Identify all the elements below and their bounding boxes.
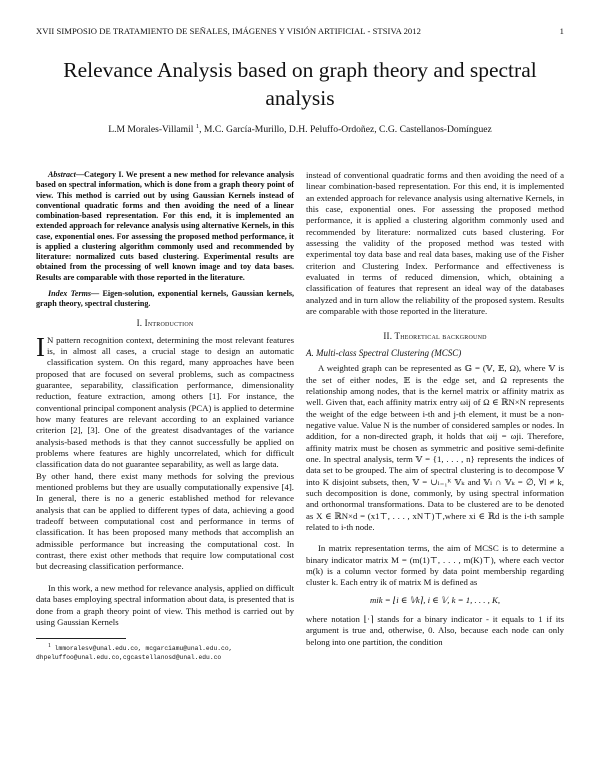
- index-terms-lead: Index Terms: [48, 288, 92, 298]
- running-title: XVII SIMPOSIO DE TRATAMIENTO DE SEÑALES, IMÁGENES Y VISIÓN ARTIFICIAL - STSIVA 2012: [36, 26, 421, 36]
- footnote-rule: [36, 638, 126, 639]
- author-list: [30, 123, 570, 135]
- intro-paragraph-1-text: N pattern recognition context, determining the most relevant features is, in almost all cases, a crucial stage to design an automatic classification system. On this regard, many approaches have been proposed that are focused on several problems, such as compactness guarantee, separability, classification performance, dimensionality reduction, feature extraction, among others [1]. For instance, the conventional principal component analysis (PCA) is applied to determine how many features are relevant according to an explained variance criterion [2], [3]. One of the greatest disadvantages of the variance analysis-based methods is that they cannot successfully be applied on problems where features are highly uncorrelated, which for difficult classification data do not guarantee separability, as well as large data.: [36, 334, 294, 470]
- footnote-mark: 1: [48, 643, 51, 650]
- paper-title: Relevance Analysis based on graph theory and spectral analysis: [63, 58, 537, 110]
- right-column: [306, 170, 564, 648]
- intro-paragraph-3: In this work, a new method for relevance analysis, applied on difficult data bases employing spectral information about data, is presented that is done from a graph theory point of view. This method is carried out by using Gaussian Kernels: [36, 582, 294, 627]
- footnote-emails: [36, 642, 294, 662]
- abstract: [36, 170, 294, 283]
- running-header: [36, 26, 564, 38]
- subsection-heading-mcsc: A. Multi-class Spectral Clustering (MCSC): [306, 347, 462, 358]
- section-heading-introduction: I. Introduction: [136, 318, 194, 329]
- intro-paragraph-1: [36, 331, 294, 471]
- intro-paragraph-2: By other hand, there exist many methods for solving the previous mentioned problems but they are usually computationally expensive [4]. In general, there is no a generic established method for relevance analysis that can be applied to different types of data, achieving a good tradeoff between computational cost and performance in terms of classification. It has been proposed many methods that accomplish an admissible performance but increasing the computational cost. In contrast, there exist other methods that require low computational cost but decreasing classification performance.: [36, 470, 294, 572]
- author-footnote-mark: 1: [195, 123, 200, 130]
- intro-continuation: instead of conventional quadratic forms and then avoiding the need of a linear combination-based representation. For this end, it is implemented an extended approach for relevance analysis using alternative Kernels, in this case, exponential ones. For assessing the proposed method performance, it is applied a clustering algorithm commonly used and recommended by literature: normalized cuts based clustering. For assessing the validity of the proposed method was tested with experimental toy data base and real data bases, making use of the Fisher criterion and Clustering Index. Performance and effectiveness is evaluated in terms of reduced dimension, which, obtaining a classification of features that represent an ideal way of the databases analyzed and in turn allow the reliability of the proposed system. Results are comparable with those reported in the literature.: [306, 170, 564, 317]
- index-terms: [36, 289, 294, 310]
- section-heading-theoretical-background: II. Theoretical background: [383, 331, 487, 342]
- drop-cap: I: [36, 331, 45, 362]
- other-authors: , M.C. García-Murillo, D.H. Peluffo-Ordoñez, C.G. Castellanos-Domínguez: [199, 124, 492, 136]
- page-number: 1: [559, 26, 564, 36]
- abstract-text: —Category I. We present a new method for relevance analysis based on spectral information, which is done from a graph theory point of view. This method is carried out by using Gaussian Kernels instead of conventional quadratic forms and then avoiding the need of a linear combination-based representation. For this end, it is implemented an extended approach for relevance analysis using alternative Kernels, in this case, exponential ones. For assessing the proposed method performance, it is applied a clustering algorithm commonly used and recommended by literature: normalized cuts based clustering. Experimental results are obtained from the processing of well known image and toy data bases. Results are comparable with those reported in the literature.: [36, 170, 294, 282]
- footnote-line-1: lmmoralesv@unal.edu.co, mcgarciamu@unal.edu.co,: [54, 645, 233, 653]
- mcsc-paragraph-3: where notation ⌊·⌉ stands for a binary indicator - it equals to 1 if its argument is true and, otherwise, 0. Also, because each node can only belong into one partition, the condition: [306, 614, 564, 647]
- first-author: L.M Morales-Villamil: [108, 124, 194, 136]
- footnote-line-2: dhpeluffoo@unal.edu.co,cgcastellanosd@unal.edu.co: [36, 653, 222, 661]
- equation-indicator-matrix: mik = ⌊i ∈ 𝕍k⌉, i ∈ 𝕍, k = 1, . . . , K,: [369, 594, 501, 605]
- index-terms-text: — Eigen-solution, exponential kernels, Gaussian kernels, graph theory, spectral clustering.: [36, 288, 295, 308]
- abstract-lead: Abstract: [48, 170, 76, 179]
- mcsc-paragraph-2: In matrix representation terms, the aim of MCSC is to determine a binary indicator matrix M = (m(1)⊤, . . . , m(K)⊤), where each vector m(k) is a column vector formed by data point membership regarding cluster k. Each entry ik of matrix M is defined as: [306, 543, 564, 588]
- left-column: [36, 170, 294, 662]
- mcsc-paragraph-1: A weighted graph can be represented as 𝔾 = (𝕍, 𝔼, Ω), where 𝕍 is the set of either nodes, 𝔼 is the edge set, and Ω represents the relationship among nodes, that is the kernel matrix or affinity matrix as well. Given that, each affinity matrix entry ωij of Ω ∈ ℝN×N represents the weight of the edge between i-th and j-th element, it must be a non-negative value. Value N is the number of considered samples or nodes. In addition, for a non-directed graph, it holds that ωij = ωji. Therefore, affinity matrix must be chosen as symmetric and positive semi-definite one. In spectral analysis, term 𝕍 = {1, . . . , n} represents the indices of data set to be grouped. The aim of spectral clustering is to decompose 𝕍 into K disjoint subsets, then, 𝕍 = ∪ₗ₌₁ᴷ 𝕍ₖ and 𝕍ₗ ∩ 𝕍ₖ = ∅, ∀l ≠ k, such decomposition is done, commonly, by using spectral information and orthonormal transformations. Data to be clustered are to be denoted as X ∈ ℝN×d = (x1⊤, . . . , xN⊤)⊤,where xi ∈ ℝd is the i-th sample related to i-th node.: [306, 363, 564, 532]
